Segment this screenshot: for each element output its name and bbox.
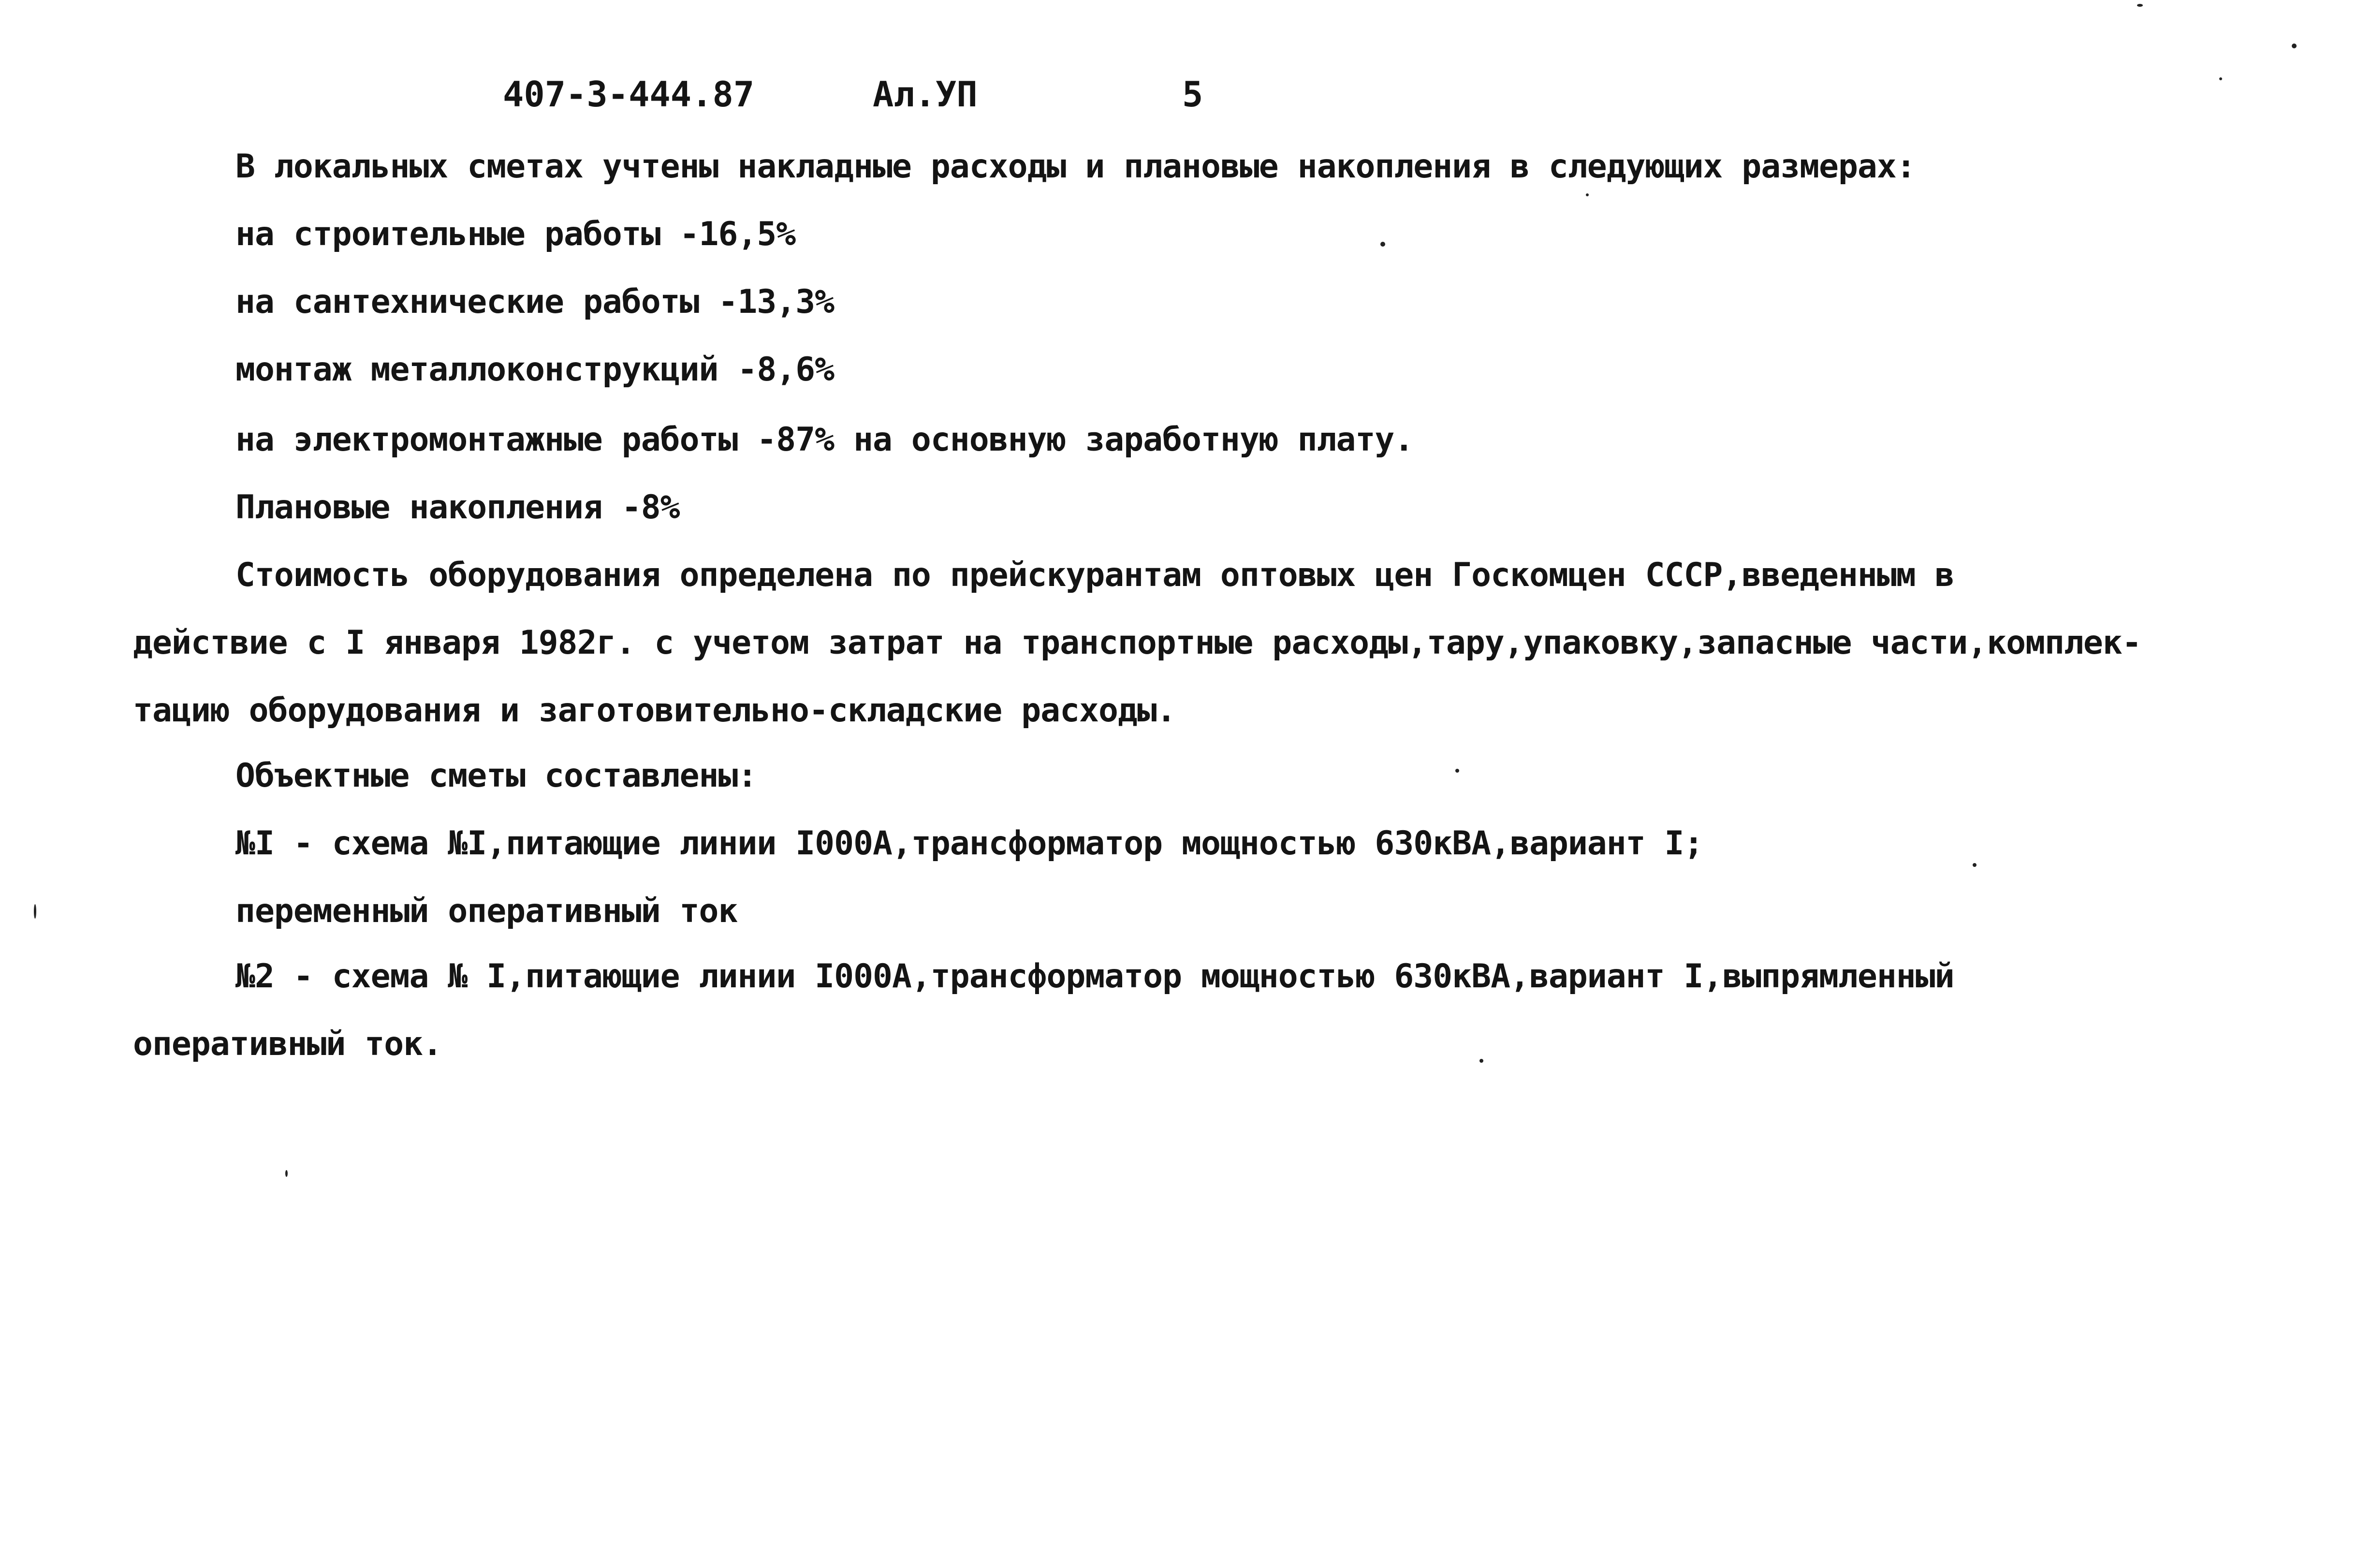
scan-speck xyxy=(2137,4,2143,7)
estimate-item: оперативный ток. xyxy=(133,1025,442,1063)
rate-construction: на строительные работы -16,5% xyxy=(235,215,796,253)
cost-paragraph-line: Стоимость оборудования определена по прейскурантам оптовых цен Госкомцен СССР,введенным в xyxy=(235,556,1954,594)
cost-paragraph-line: тацию оборудования и заготовительно-складские расходы. xyxy=(133,691,1176,730)
rate-metal-structures: монтаж металлоконструкций -8,6% xyxy=(235,351,835,389)
rate-plumbing: на сантехнические работы -13,3% xyxy=(235,283,835,321)
estimate-item: №2 - схема № I,питающие линии I000А,трансформатор мощностью 630кВА,вариант I,выпрямленный xyxy=(235,957,1954,996)
estimate-item: переменный оперативный ток xyxy=(235,892,738,930)
scan-speck xyxy=(1586,193,1589,196)
scan-speck xyxy=(285,1170,288,1177)
estimate-item: №I - схема №I,питающие линии I000А,трансформатор мощностью 630кВА,вариант I; xyxy=(235,824,1703,863)
rate-electrical: на электромонтажные работы -87% на основную заработную плату. xyxy=(235,421,1414,459)
scan-speck xyxy=(1380,242,1385,247)
cost-paragraph-line: действие с I января 1982г. с учетом затрат на транспортные расходы,тару,упаковку,запасные части,комплек- xyxy=(133,624,2141,662)
estimates-title: Объектные сметы составлены: xyxy=(235,757,757,795)
scan-speck xyxy=(34,904,36,919)
scan-speck xyxy=(1455,769,1459,773)
page-number: 5 xyxy=(1182,74,1203,115)
document-code: 407-3-444.87 xyxy=(503,74,755,115)
scan-speck xyxy=(1973,863,1977,867)
intro-paragraph: В локальных сметах учтены накладные расходы и плановые накопления в следующих размерах: xyxy=(235,147,1916,186)
album-number: Ал.УП xyxy=(873,74,978,115)
scan-speck xyxy=(1479,1059,1483,1063)
rate-planned-savings: Плановые накопления -8% xyxy=(235,488,680,527)
scan-speck xyxy=(2219,77,2222,80)
scan-speck xyxy=(2292,44,2297,48)
